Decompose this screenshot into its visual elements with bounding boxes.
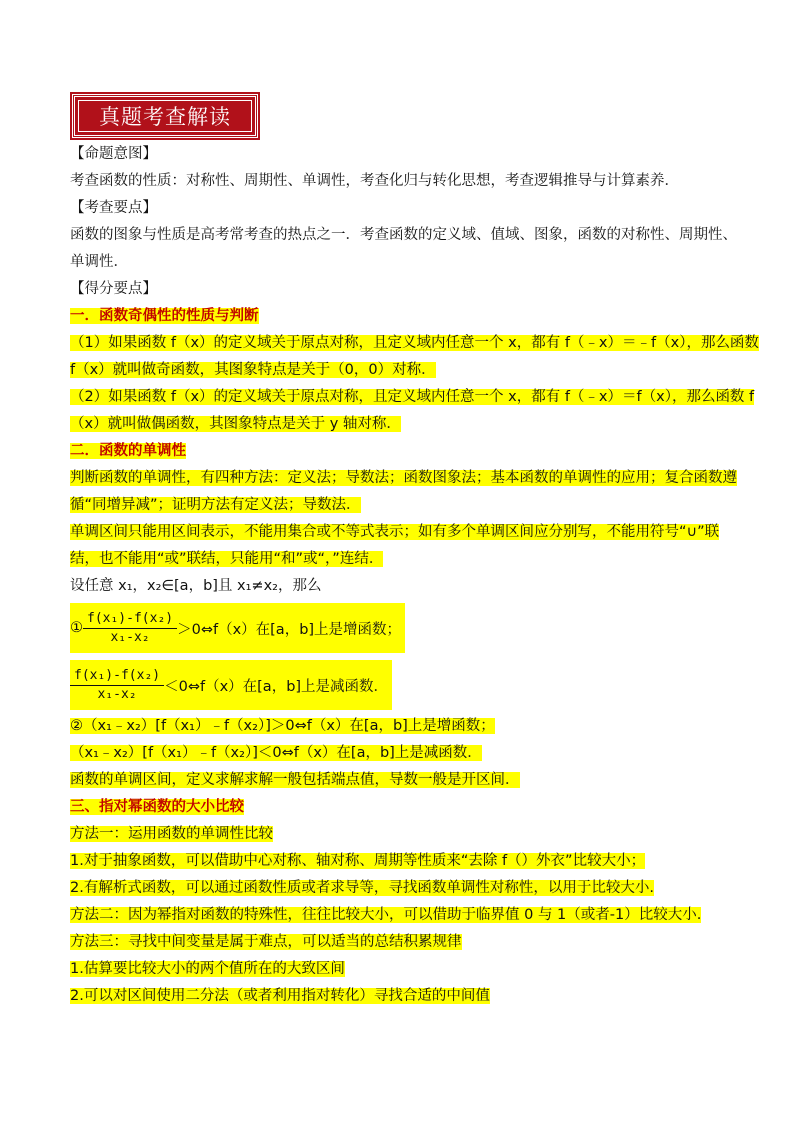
condition-2: [70, 660, 392, 710]
part1-line-3: （2）如果函数 f（x）的定义域关于原点对称，且定义域内任意一个 x，都有 f（﹣x）＝f（x），那么函数 f: [70, 389, 755, 405]
part2-line-3: 单调区间只能用区间表示，不能用集合或不等式表示；如有多个单调区间应分别写，不能用符号“∪”联: [70, 524, 720, 540]
banner-frame: [78, 100, 252, 132]
method-3b: 2.可以对区间使用二分法（或者利用指对转化）寻找合适的中间值: [70, 988, 490, 1004]
banner-title: 真题考查解读: [99, 105, 231, 129]
score-heading: 【得分要点】: [70, 281, 157, 297]
circle-one: ①: [70, 620, 83, 636]
difference-quotient-1: [83, 610, 177, 647]
part1-line-1: （1）如果函数 f（x）的定义域关于原点对称，且定义域内任意一个 x，都有 f（﹣x）＝﹣f（x），那么函数: [70, 335, 759, 351]
key-body-2: 单调性．: [70, 254, 128, 270]
part3-title: 三、指对幂函数的大小比较: [70, 799, 244, 815]
condition-2-text: ＜0⇔f（x）在[a，b]上是减函数．: [164, 678, 389, 695]
difference-quotient-2: [70, 667, 164, 704]
condition-1: [70, 603, 405, 653]
part2-title: 二．函数的单调性: [70, 443, 186, 459]
method-1b: 2.有解析式函数，可以通过函数性质或者求导等，寻找函数单调性对称性，以用于比较大小.: [70, 880, 654, 896]
part2-line-2: 循“同增异减”；证明方法有定义法；导数法．: [70, 497, 361, 513]
part1-line-4: （x）就叫做偶函数，其图象特点是关于 y 轴对称．: [70, 416, 401, 432]
frac-numerator: f(x₁)-f(x₂): [70, 667, 164, 686]
condition-1-text: ＞0⇔f（x）在[a，b]上是增函数；: [177, 621, 402, 638]
part1-title: 一．函数奇偶性的性质与判断: [70, 308, 259, 324]
part2-line-1: 判断函数的单调性，有四种方法：定义法；导数法；函数图象法；基本函数的单调性的应用；复合函数遵: [70, 470, 737, 486]
key-body-1: 函数的图象与性质是高考常考查的热点之一．考查函数的定义域、值域、图象，函数的对称性、周期性、: [70, 227, 737, 243]
method-3a: 1.估算要比较大小的两个值所在的大致区间: [70, 961, 345, 977]
section-banner: [72, 94, 258, 138]
method-3: 方法三：寻找中间变量是属于难点，可以适当的总结积累规律: [70, 934, 462, 950]
method-2: 方法二：因为幂指对函数的特殊性，往往比较大小，可以借助于临界值 0 与 1（或者-1）比较大小.: [70, 907, 702, 923]
method-1a: 1.对于抽象函数，可以借助中心对称、轴对称、周期等性质来“去除 f（）外衣”比较大小；: [70, 853, 646, 869]
intent-body: 考查函数的性质：对称性、周期性、单调性，考查化归与转化思想，考查逻辑推导与计算素养．: [70, 173, 679, 189]
part2-line-8: 函数的单调区间，定义求解求解一般包括端点值，导数一般是开区间．: [70, 772, 520, 788]
frac-denominator: x₁-x₂: [97, 686, 137, 702]
method-1: 方法一：运用函数的单调性比较: [70, 826, 273, 842]
frac-numerator: f(x₁)-f(x₂): [83, 610, 177, 629]
part2-line-5: 设任意 x₁，x₂∈[a，b]且 x₁≠x₂，那么: [70, 578, 322, 594]
frac-denominator: x₁-x₂: [110, 629, 150, 645]
key-heading: 【考查要点】: [70, 200, 157, 216]
intent-heading: 【命题意图】: [70, 146, 157, 162]
part2-line-4: 结，也不能用“或”联结，只能用“和”或“，”连结．: [70, 551, 384, 567]
part2-line-6: ②（x₁﹣x₂）[f（x₁）﹣f（x₂）]＞0⇔f（x）在[a，b]上是增函数；: [70, 718, 495, 734]
part1-line-2: f（x）就叫做奇函数，其图象特点是关于（0，0）对称．: [70, 362, 436, 378]
part2-line-7: （x₁﹣x₂）[f（x₁）﹣f（x₂）]＜0⇔f（x）在[a，b]上是减函数．: [70, 745, 482, 761]
